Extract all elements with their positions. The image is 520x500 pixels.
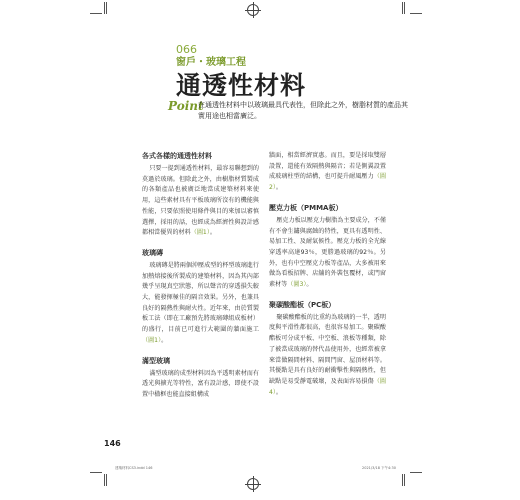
print-slug-date: 2021/3/18 下午4:30 <box>362 466 396 470</box>
section-body: 壓克力板以壓克力樹脂為主要成分，不僅有不會生鏽與腐蝕的特性，更具有透明性、易加工性、及耐氣候性。壓克力板的全光線穿透率高達93％，更勝過玻璃的92％。另外，也有中空壓克力板等產品，大多被用來做為看板招牌、店舖的外裝包覆材，或門窗素材等（圖3）。 <box>269 216 386 289</box>
print-slug-file: 建築材料CS3.indd 146 <box>115 466 153 470</box>
crop-mark <box>106 474 107 486</box>
crop-mark <box>404 474 405 486</box>
page-number: 146 <box>104 439 121 448</box>
section-body: 只要一提到通透性材料，最容易聯想到的莫過於玻璃。但除此之外，由樹脂材質製成的各類產品也被廣泛地當成建築材料來使用，這些素材具有平板玻璃所沒有的機能與性能，只要依照使用條件與目的來加以審慎選擇，採用的話，也經成為經濟性與設計感都相當優異的材料（圖1）。 <box>142 165 259 237</box>
crop-mark <box>90 472 102 473</box>
point-text: 在通透性材料中以玻璃最具代表性，但除此之外，樹脂材質的產品其實用途也相當廣泛。 <box>198 101 408 120</box>
crop-mark <box>402 2 403 14</box>
chapter-number: 066 <box>176 43 197 56</box>
crop-mark <box>90 13 102 14</box>
figure-reference: （圖4） <box>269 377 387 396</box>
section-heading: 壓克力板（PMMA板） <box>269 203 343 212</box>
section-heading: 各式各樣的通透性材料 <box>142 152 212 160</box>
figure-reference: （圖1） <box>142 336 162 344</box>
section-body: 滿型玻璃的成型材料因為平透明素材而有透光與擴光等特性，富有設計感，即使不設置中楹框也能直接組構成 <box>142 369 259 398</box>
page-title: 通透性材料 <box>176 71 307 100</box>
chapter-title: 窗戶・玻璃工程 <box>176 57 246 68</box>
crop-mark <box>104 474 105 486</box>
section-body: 牆面，相當經濟實惠。而且，要是採取雙層設置，還能有效隔熱與隔音；若是側翼設置成玻璃柱型的結構，也可提升耐風壓力（圖2）。 <box>269 152 387 192</box>
point-label: Point <box>168 99 204 113</box>
registration-mark <box>247 478 259 490</box>
section-heading: 滿型玻璃 <box>142 356 170 365</box>
crop-mark <box>106 2 107 14</box>
crop-mark <box>410 472 422 473</box>
crop-mark <box>410 13 422 14</box>
section-heading: 聚碳酸酯板（PC板） <box>269 300 336 309</box>
crop-mark <box>104 2 105 14</box>
figure-reference: （圖1） <box>190 229 210 237</box>
registration-mark <box>247 4 259 16</box>
crop-mark <box>404 2 405 14</box>
figure-reference: （圖2） <box>269 173 387 192</box>
section-body: 玻璃磚是將兩個沖壓成型的杯型玻璃進行加熱熔接後所製成的建築材料，因為其內部幾乎呈現真空狀態，所以聲音的穿透損失較大，能發揮極佳的隔音效果。另外，也兼具良好的隔熱性與耐火性。近年來，由於質製板工法（即在工廠預先將玻璃磚組成板材）的盛行，目前已可進行大範圍的牆面施工（圖1）。 <box>142 261 259 344</box>
text-column-left <box>142 151 259 410</box>
text-column-right <box>269 151 386 407</box>
section-body: 聚碳酸酯板的比重約為玻璃的一半，透明度與平滑性都很高，也很容易加工。聚碳酸酯板可分成平板、中空板、浪板等種類，除了被當成玻璃的替代品使用外，也經常被拿來當做隔間材料、隔間門窗、屋頂材料等。其優點是具有良好的耐衝擊性與隔熱性，但缺點是易受靜電破壞，及表面容易損傷（圖4）。 <box>269 313 387 396</box>
chapter-header <box>176 44 306 101</box>
figure-reference: （圖3） <box>287 281 307 289</box>
section-heading: 玻璃磚 <box>142 248 163 257</box>
crop-mark <box>402 474 403 486</box>
